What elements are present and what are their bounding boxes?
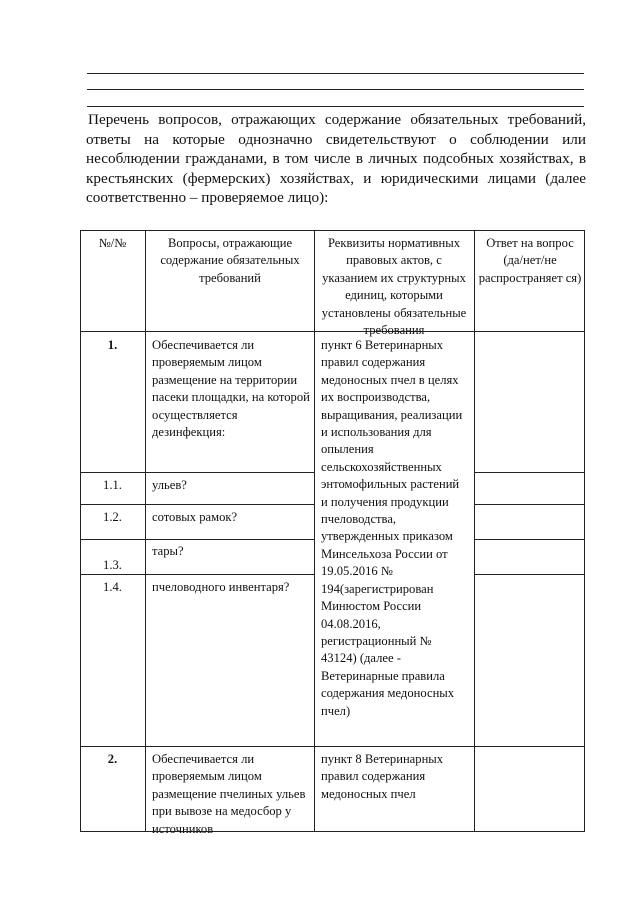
row-number: 1.2. — [103, 510, 122, 524]
row-question: ульев? — [152, 478, 187, 492]
row-number: 1.1. — [103, 478, 122, 492]
row-question: сотовых рамок? — [152, 510, 238, 524]
header-questions: Вопросы, отражающие содержание обязательных требований — [160, 236, 300, 285]
row-question: пчеловодного инвентаря? — [152, 580, 290, 594]
row-number: 1.4. — [103, 580, 122, 594]
row-number: 2. — [107, 752, 118, 766]
header-number: №/№ — [98, 236, 127, 250]
row-question: тары? — [152, 544, 184, 558]
requisites-text: пункт 8 Ветеринарных правил содержания медоносных пчел — [321, 752, 444, 801]
row-question: Обеспечивается ли проверяемым лицом размещение на территории пасеки площадки, на которой осуществляется дезинфекция: — [152, 338, 310, 440]
header-requisites: Реквизиты нормативных правовых актов, с указанием их структурных единиц, которыми установлены обязательные требования — [321, 236, 467, 338]
intro-paragraph: Перечень вопросов, отражающих содержание обязательных требований, ответы на которые однозначно свидетельствуют о соблюдении или несоблюдении гражданами, в том числе в личных подсобных хозяйствах, в крестьянских (фермерских) хозяйствах, и юридическими лицами (далее соответственно – проверяемое лицо): — [86, 111, 586, 207]
header-answer: Ответ на вопрос (да/нет/не распространяет ся) — [478, 236, 582, 285]
row-number: 1. — [107, 338, 118, 352]
requisites-text: пункт 6 Ветеринарных правил содержания медоносных пчел в целях их воспроизводства, выращивания, реализации и использования для опыления сельскохозяйственных энтомофильных растений и получения продукции пчеловодства, утвержденных приказом Минсельхоза России от 19.05.2016 № 194(зарегистрирован Минюстом России 04.08.2016, регистрационный № 43124) (далее - Ветеринарные правила содержания медоносных пчел) — [321, 338, 463, 718]
row-question: Обеспечивается ли проверяемым лицом размещение пчелиных ульев при вывозе на медосбор у источников — [152, 752, 306, 836]
row-number: 1.3. — [103, 558, 122, 572]
